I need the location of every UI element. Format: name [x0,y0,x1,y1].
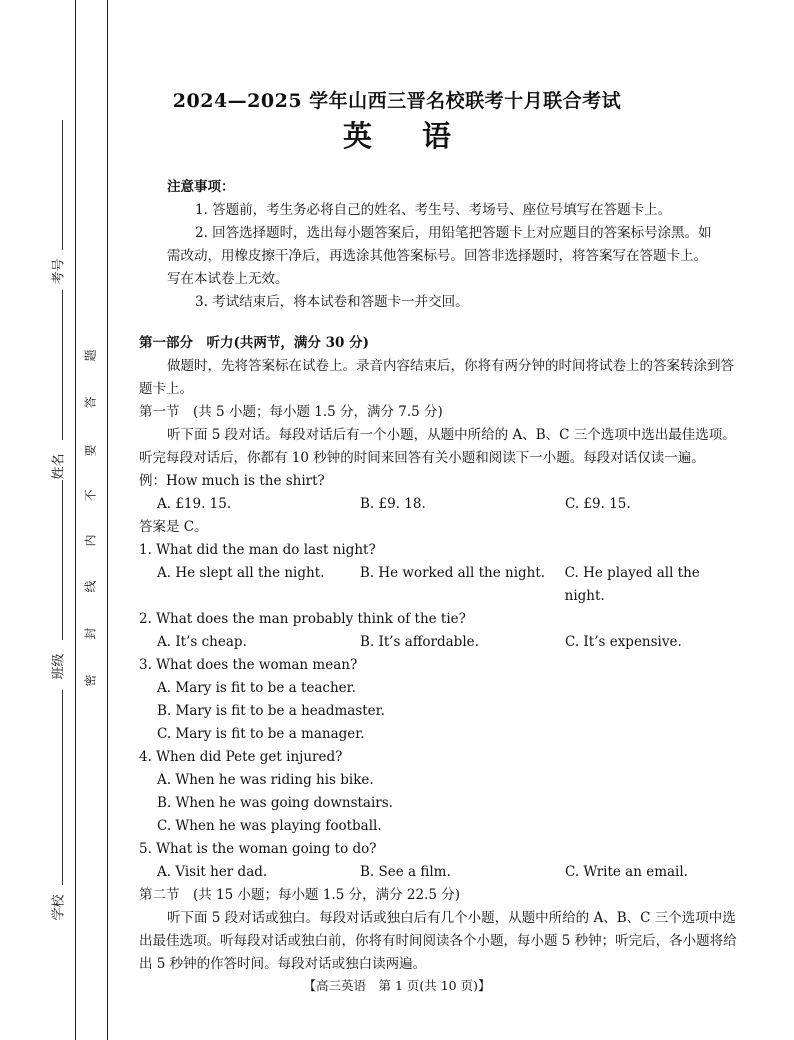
option: B. He worked all the night. [359,565,546,581]
option: B. When he was going downstairs. [157,795,393,811]
option: A. It’s cheap. [157,634,247,650]
section2-intro: 听下面 5 段对话或独白。每段对话或独白后有几个小题，从题中所给的 A、B、C 三个选项中选出最佳选项。听每段对话或独白前，你将有时间阅读各个小题，每小题 5 秒钟；听完后，各小题将给出 5 秒钟的作答时间。每段对话或独白读两遍。 [139,910,737,972]
part1 [139,332,744,976]
seal-char: 密 [83,674,98,687]
question-1-options [139,562,744,608]
field-label-name: 姓名 [51,453,67,480]
notice-heading: 注意事项： [167,179,235,195]
margin-line-outer [75,0,76,1040]
field-label-exam-number: 考号 [51,258,67,285]
example-answer: 答案是 C。 [139,519,208,535]
notice-item: 2. 回答选择题时，选出每小题答案后，用铅笔把答题卡上对应题目的答案标号涂黑。如需改动，用橡皮擦干净后，再选涂其他答案标号。回答非选择题时，将答案写在答题卡上。写在本试卷上无效。 [167,225,712,287]
page-footer: 【高三英语 第 1 页(共 10 页)】 [303,978,491,993]
margin-line-inner [107,0,108,1040]
option: C. When he was playing football. [157,818,382,834]
subject-title: 英 语 [342,119,452,153]
seal-char: 封 [83,627,98,640]
question-4: 4. When did Pete get injured? [139,749,343,765]
question-5: 5. What is the woman going to do? [139,841,377,857]
question-5-options [139,861,744,884]
seal-char: 内 [83,534,98,547]
seal-char: 题 [83,349,98,362]
field-line-school[interactable] [62,690,63,885]
option: A. £19. 15. [157,496,232,512]
seal-char: 要 [83,444,98,457]
option: C. He played all the night. [564,565,700,604]
section1-heading: 第一节 (共 5 小题；每小题 1.5 分，满分 7.5 分) [139,404,443,420]
seal-char: 线 [83,580,98,593]
question-1: 1. What did the man do last night? [139,542,376,558]
option: C. Write an email. [565,864,688,880]
exam-title: 2024—2025 学年山西三晋名校联考十月联合考试 [172,90,622,112]
option: B. See a film. [360,864,451,880]
example-options [139,493,744,516]
example-question: 例：How much is the shirt? [139,473,325,489]
field-label-school: 学校 [51,894,67,921]
field-line-name[interactable] [62,290,63,440]
question-3: 3. What does the woman mean? [139,657,358,673]
question-2-options [139,631,744,654]
field-label-class: 班级 [51,653,67,680]
question-2: 2. What does the man probably think of the tie? [139,611,466,627]
option: C. Mary is fit to be a manager. [157,726,365,742]
option: A. When he was riding his bike. [157,772,374,788]
option: B. Mary is fit to be a headmaster. [157,703,385,719]
field-line-class[interactable] [62,480,63,640]
part1-intro: 做题时，先将答案标在试卷上。录音内容结束后，你将有两分钟的时间将试卷上的答案转涂到答题卡上。 [139,358,734,397]
seal-char: 不 [83,489,98,502]
section1-intro: 听下面 5 段对话。每段对话后有一个小题，从题中所给的 A、B、C 三个选项中选出最佳选项。听完每段对话后，你都有 10 秒钟的时间来回答有关小题和阅读下一小题。每段对话仅读一遍。 [139,427,736,466]
notice-item: 1. 答题前，考生务必将自己的姓名、考生号、考场号、座位号填写在答题卡上。 [195,202,672,218]
option: A. Visit her dad. [157,864,268,880]
notice-item: 3. 考试结束后，将本试卷和答题卡一并交回。 [195,294,469,310]
section2-heading: 第二节 (共 15 小题；每小题 1.5 分，满分 22.5 分) [139,887,460,903]
seal-char: 答 [83,396,98,409]
option: A. Mary is fit to be a teacher. [157,680,356,696]
option: C. £9. 15. [565,496,631,512]
option: B. It’s affordable. [360,634,479,650]
part1-heading: 第一部分 听力(共两节，满分 30 分) [139,335,369,351]
notice [167,176,717,314]
option: B. £9. 18. [360,496,426,512]
option: A. He slept all the night. [157,565,325,581]
option: C. It’s expensive. [565,634,682,650]
